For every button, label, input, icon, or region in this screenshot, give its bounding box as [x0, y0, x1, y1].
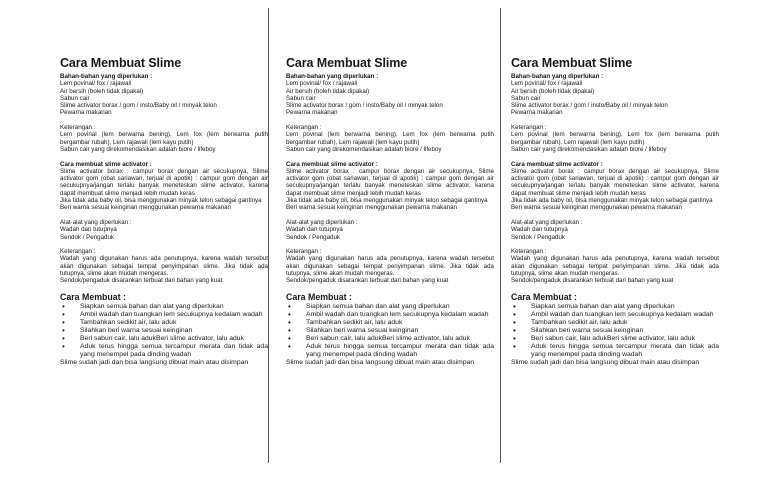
step-item — [286, 303, 494, 311]
activator-text: Beri warna sesuai keinginan menggunakan pewarna makanan — [60, 204, 231, 212]
keterangan-text: Sendok/pengaduk disarankan terbuat dari bahan yang kuat — [286, 277, 449, 285]
keterangan-heading: Keterangan : — [60, 124, 96, 132]
alat-item: Sendok / Pengaduk — [60, 233, 115, 241]
step-item — [511, 303, 719, 311]
cara-heading: Cara Membuat : — [511, 291, 577, 302]
bullet-icon: • — [62, 325, 65, 335]
step-text: Ambil wadah dan tuangkan lem secukupnya kedalam wadah — [306, 310, 489, 318]
activator-section — [60, 161, 268, 212]
recipe-column — [60, 56, 268, 367]
bahan-heading: Bahan-bahan yang diperlukan : — [511, 73, 604, 80]
step-text: Aduk terus hingga semua tercampur merata dan tidak ada yang menempel pada dinding wadah — [306, 342, 494, 358]
bullet-icon: • — [288, 333, 291, 343]
step-item — [511, 319, 719, 327]
keterangan-text: Lem povinal (lem berwarna bening), Lem fox (lem berwarna putih bergambar rubah), Lem rajawali (lem kayu putih) — [511, 131, 719, 146]
bullet-icon: • — [513, 333, 516, 343]
activator-heading: Cara membuat slime activator : — [511, 160, 603, 168]
alat-item: Sendok / Pengaduk — [511, 233, 566, 241]
step-text: Siapkan semua bahan dan alat yang diperlukan — [80, 302, 224, 310]
step-text: Silahkan beri warna sesuai keinginan — [531, 326, 644, 334]
keterangan-text: Wadah yang digunakan harus ada penutupnya, karena wadah tersebut akan digunakan sebagai tempat penyimpanan slime. Jika tidak ada tutupnya, slime akan mudah mengeras. — [286, 255, 494, 278]
bahan-item: Slime activator borax / gom / insto/Baby oil / minyak telon — [60, 102, 217, 110]
step-text: Ambil wadah dan tuangkan lem secukupnya kedalam wadah — [531, 310, 714, 318]
activator-text: Jika tidak ada baby oil, bisa menggunakan minyak telon sebagai gantinya — [60, 197, 262, 205]
step-item — [286, 335, 494, 343]
bahan-heading: Bahan-bahan yang diperlukan : — [286, 73, 379, 80]
bahan-item: Sabun cair — [511, 94, 541, 102]
step-item — [60, 343, 268, 359]
recipe-title: Cara Membuat Slime — [511, 56, 633, 70]
bahan-heading: Bahan-bahan yang diperlukan : — [60, 73, 153, 80]
bullet-icon: • — [288, 317, 291, 327]
bullet-icon: • — [513, 309, 516, 319]
step-item — [286, 311, 494, 319]
step-item — [511, 335, 719, 343]
alat-section — [60, 219, 268, 241]
recipe-column — [511, 56, 719, 367]
keterangan-bahan-section — [286, 124, 494, 153]
bahan-item: Air bersih (boleh tidak dipakai) — [286, 87, 370, 95]
closing-text: Slime sudah jadi dan bisa langsung dibuat main atau disimpan — [286, 358, 475, 366]
step-text: Aduk terus hingga semua tercampur merata dan tidak ada yang menempel pada dinding wadah — [531, 342, 719, 358]
keterangan-heading: Keterangan : — [511, 124, 547, 132]
alat-heading: Alat-alat yang diperlukan : — [60, 218, 132, 226]
bullet-icon: • — [513, 341, 516, 351]
keterangan-text: Lem povinal (lem berwarna bening), Lem fox (lem berwarna putih bergambar rubah), Lem rajawali (lem kayu putih) — [286, 131, 494, 146]
alat-section — [286, 219, 494, 241]
keterangan-text: Sendok/pengaduk disarankan terbuat dari bahan yang kuat — [511, 277, 674, 285]
keterangan-heading: Keterangan : — [60, 248, 96, 256]
activator-text: Jika tidak ada baby oil, bisa menggunakan minyak telon sebagai gantinya — [511, 197, 713, 205]
activator-text: Beri warna sesuai keinginan menggunakan pewarna makanan — [286, 204, 457, 212]
activator-text: Jika tidak ada baby oil, bisa menggunakan minyak telon sebagai gantinya — [286, 197, 488, 205]
step-text: Beri sabun cair, lalu adukBeri slime activator, lalu aduk — [531, 334, 695, 342]
steps-list — [60, 303, 268, 359]
keterangan-alat-section — [286, 248, 494, 284]
alat-section — [511, 219, 719, 241]
step-item — [60, 311, 268, 319]
keterangan-text: Wadah yang digunakan harus ada penutupnya, karena wadah tersebut akan digunakan sebagai tempat penyimpanan slime. Jika tidak ada tutupnya, slime akan mudah mengeras. — [60, 255, 268, 278]
steps-list — [511, 303, 719, 359]
bahan-item: Sabun cair — [286, 94, 316, 102]
bahan-item: Pewarna makanan — [60, 109, 112, 117]
step-item — [286, 343, 494, 359]
activator-section — [511, 161, 719, 212]
step-text: Tambahkan sedikit air, lalu aduk — [306, 318, 403, 326]
bullet-icon: • — [513, 317, 516, 327]
step-text: Tambahkan sedikit air, lalu aduk — [80, 318, 177, 326]
bullet-icon: • — [62, 333, 65, 343]
keterangan-alat-section — [60, 248, 268, 284]
bullet-icon: • — [62, 317, 65, 327]
activator-text: Slime activator borax : campur borax dengan air secukupnya, Slime activator gom (obat sariawan, terjual di apotik) : campur gom dengan air secukupnya/jangan terlalu banyak meneteskan slime activator, karena dapat membuat slime menjadi lebih mudah keras — [511, 167, 719, 197]
keterangan-heading: Keterangan : — [286, 248, 322, 256]
activator-heading: Cara membuat slime activator : — [60, 160, 152, 168]
step-text: Silahkan beri warna sesuai keinginan — [306, 326, 419, 334]
alat-item: Wadah dan tutupnya — [60, 226, 117, 234]
keterangan-text: Sabun cair yang direkomendasikan adalah biore / lifeboy — [511, 145, 667, 153]
keterangan-text: Lem povinal (lem berwarna bening), Lem fox (lem berwarna putih bergambar rubah), Lem rajawali (lem kayu putih) — [60, 131, 268, 146]
bullet-icon: • — [513, 325, 516, 335]
bahan-item: Pewarna makanan — [286, 109, 338, 117]
alat-item: Sendok / Pengaduk — [286, 233, 341, 241]
alat-heading: Alat-alat yang diperlukan : — [286, 218, 358, 226]
bullet-icon: • — [288, 341, 291, 351]
activator-section — [286, 161, 494, 212]
step-item — [60, 319, 268, 327]
keterangan-bahan-section — [60, 124, 268, 153]
keterangan-alat-section — [511, 248, 719, 284]
bullet-icon: • — [62, 301, 65, 311]
bahan-section — [60, 73, 268, 117]
bullet-icon: • — [288, 301, 291, 311]
bullet-icon: • — [62, 341, 65, 351]
recipe-title: Cara Membuat Slime — [286, 56, 408, 70]
bullet-icon: • — [62, 309, 65, 319]
step-text: Beri sabun cair, lalu adukBeri slime activator, lalu aduk — [306, 334, 470, 342]
keterangan-text: Wadah yang digunakan harus ada penutupnya, karena wadah tersebut akan digunakan sebagai tempat penyimpanan slime. Jika tidak ada tutupnya, slime akan mudah mengeras. — [511, 255, 719, 278]
bahan-item: Lem povinal/ fox / rajawali — [511, 80, 583, 88]
bahan-section — [286, 73, 494, 117]
cara-heading: Cara Membuat : — [60, 291, 126, 302]
closing-text: Slime sudah jadi dan bisa langsung dibuat main atau disimpan — [511, 358, 700, 366]
step-text: Beri sabun cair, lalu adukBeri slime activator, lalu aduk — [80, 334, 244, 342]
bahan-item: Lem povinal/ fox / rajawali — [286, 80, 358, 88]
closing-text: Slime sudah jadi dan bisa langsung dibuat main atau disimpan — [60, 358, 249, 366]
step-item — [60, 327, 268, 335]
activator-heading: Cara membuat slime activator : — [286, 160, 378, 168]
activator-text: Beri warna sesuai keinginan menggunakan pewarna makanan — [511, 204, 682, 212]
step-text: Tambahkan sedikit air, lalu aduk — [531, 318, 628, 326]
bahan-item: Air bersih (boleh tidak dipakai) — [511, 87, 595, 95]
cara-heading: Cara Membuat : — [286, 291, 352, 302]
step-text: Siapkan semua bahan dan alat yang diperlukan — [306, 302, 450, 310]
bahan-item: Lem povinal/ fox / rajawali — [60, 80, 132, 88]
keterangan-heading: Keterangan : — [286, 124, 322, 132]
bahan-item: Air bersih (boleh tidak dipakai) — [60, 87, 144, 95]
recipe-title: Cara Membuat Slime — [60, 56, 182, 70]
step-item — [511, 327, 719, 335]
alat-item: Wadah dan tutupnya — [511, 226, 568, 234]
bahan-item: Slime activator borax / gom / insto/Baby oil / minyak telon — [511, 102, 668, 110]
bullet-icon: • — [288, 309, 291, 319]
step-item — [286, 319, 494, 327]
bahan-section — [511, 73, 719, 117]
step-text: Ambil wadah dan tuangkan lem secukupnya kedalam wadah — [80, 310, 263, 318]
alat-heading: Alat-alat yang diperlukan : — [511, 218, 583, 226]
step-item — [60, 303, 268, 311]
step-item — [286, 327, 494, 335]
activator-text: Slime activator borax : campur borax dengan air secukupnya, Slime activator gom (obat sariawan, terjual di apotik) : campur gom dengan air secukupnya/jangan terlalu banyak meneteskan slime activator, karena dapat membuat slime menjadi lebih mudah keras — [286, 167, 494, 197]
alat-item: Wadah dan tutupnya — [286, 226, 343, 234]
bullet-icon: • — [288, 325, 291, 335]
step-text: Siapkan semua bahan dan alat yang diperlukan — [531, 302, 675, 310]
column-divider-right — [500, 8, 501, 463]
keterangan-text: Sabun cair yang direkomendasikan adalah biore / lifeboy — [286, 145, 442, 153]
bahan-item: Slime activator borax / gom / insto/Baby oil / minyak telon — [286, 102, 443, 110]
keterangan-text: Sendok/pengaduk disarankan terbuat dari bahan yang kuat — [60, 277, 223, 285]
step-text: Aduk terus hingga semua tercampur merata dan tidak ada yang menempel pada dinding wadah — [80, 342, 268, 358]
step-item — [511, 343, 719, 359]
keterangan-text: Sabun cair yang direkomendasikan adalah biore / lifeboy — [60, 145, 216, 153]
steps-list — [286, 303, 494, 359]
step-text: Silahkan beri warna sesuai keinginan — [80, 326, 193, 334]
bahan-item: Sabun cair — [60, 94, 90, 102]
step-item — [511, 311, 719, 319]
bullet-icon: • — [513, 301, 516, 311]
step-item — [60, 335, 268, 343]
column-divider-left — [268, 8, 269, 463]
keterangan-bahan-section — [511, 124, 719, 153]
recipe-column — [286, 56, 494, 367]
bahan-item: Pewarna makanan — [511, 109, 563, 117]
keterangan-heading: Keterangan : — [511, 248, 547, 256]
activator-text: Slime activator borax : campur borax dengan air secukupnya, Slime activator gom (obat sariawan, terjual di apotik) : campur gom dengan air secukupnya/jangan terlalu banyak meneteskan slime activator, karena dapat membuat slime menjadi lebih mudah keras — [60, 167, 268, 197]
